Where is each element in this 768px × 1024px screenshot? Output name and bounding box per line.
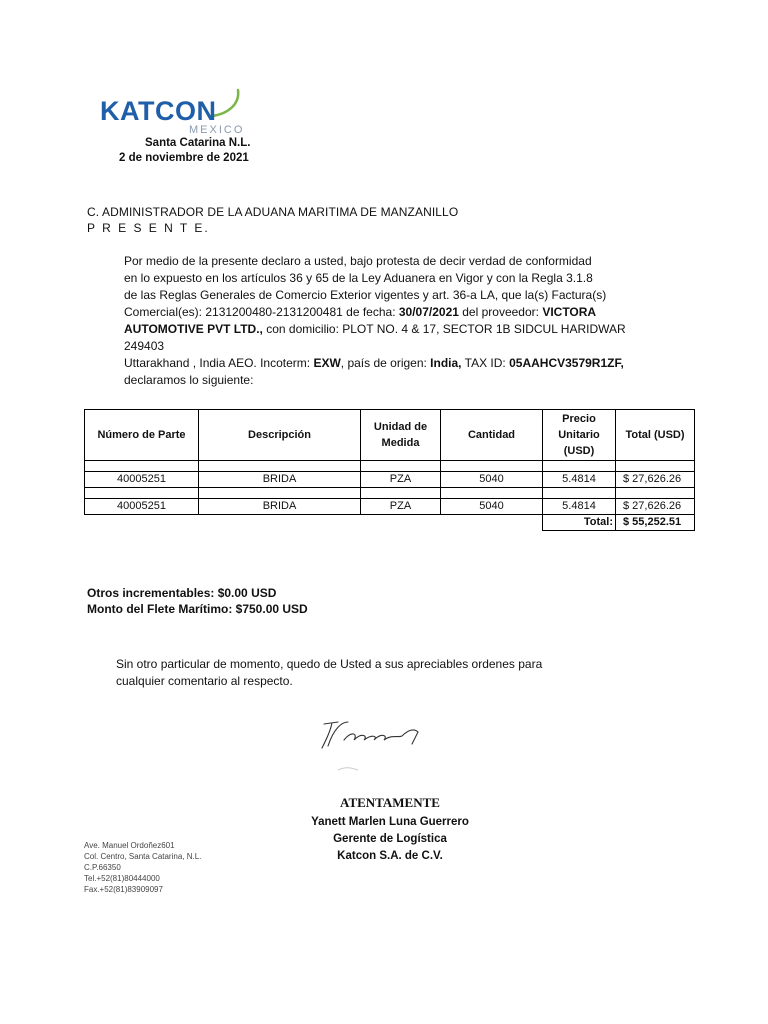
footer-line: Ave. Manuel Ordoñez601	[84, 841, 175, 850]
table-spacer	[85, 461, 695, 472]
total-value: $ 55,252.51	[616, 515, 695, 531]
otros-incrementables: Otros incrementables: $0.00 USD	[87, 586, 277, 600]
body-line: Por medio de la presente declaro a usted, bajo protesta de decir verdad de conformidad	[124, 254, 592, 268]
cell-total: $ 27,626.26	[616, 472, 695, 488]
body-line: Uttarakhand , India AEO. Incoterm: EXW, país de origen: India, TAX ID: 05AAHCV3579R1ZF,	[124, 356, 624, 370]
header-qty: Cantidad	[441, 410, 543, 461]
parts-table	[84, 409, 695, 531]
addressee-presente: P R E S E N T E.	[87, 221, 210, 235]
header-unit: Unidad de Medida	[361, 410, 441, 461]
cell-qty: 5040	[441, 499, 543, 515]
body-line: en lo expuesto en los artículos 36 y 65 de la Ley Aduanera en Vigor y con la Regla 3.1.8	[124, 271, 593, 285]
cell-unit: PZA	[361, 472, 441, 488]
cell-qty: 5040	[441, 472, 543, 488]
closing-line: Sin otro particular de momento, quedo de Usted a sus apreciables ordenes para	[116, 657, 543, 671]
footer-address	[84, 840, 201, 895]
header-desc: Descripción	[199, 410, 361, 461]
place: Santa Catarina N.L.	[145, 137, 251, 149]
header-price: Precio Unitario (USD)	[543, 410, 616, 461]
cell-desc: BRIDA	[199, 499, 361, 515]
header-total: Total (USD)	[616, 410, 695, 461]
footer-line: Col. Centro, Santa Catarina, N.L.	[84, 852, 202, 861]
table-header-row	[85, 410, 695, 461]
total-label: Total:	[543, 515, 616, 531]
body-line: AUTOMOTIVE PVT LTD., con domicilio: PLOT NO. 4 & 17, SECTOR 1B SIDCUL HARIDWAR 249403	[124, 322, 626, 353]
signer-name: Yanett Marlen Luna Guerrero	[311, 816, 469, 828]
signer-company: Katcon S.A. de C.V.	[337, 850, 443, 862]
closing-line: cualquier comentario al respecto.	[116, 674, 293, 688]
tax-id: 05AAHCV3579R1ZF,	[509, 356, 624, 370]
incoterm: EXW	[313, 356, 341, 370]
signature-block	[300, 795, 480, 865]
body-paragraph	[124, 253, 664, 389]
table-row	[85, 499, 695, 515]
cell-desc: BRIDA	[199, 472, 361, 488]
katcon-logo	[98, 86, 248, 142]
table-spacer	[85, 488, 695, 499]
atentamente: ATENTAMENTE	[340, 795, 440, 810]
cell-part: 40005251	[85, 499, 199, 515]
letter-date: 2 de noviembre de 2021	[119, 152, 249, 164]
table-row	[85, 472, 695, 488]
table-total-row	[85, 515, 695, 531]
cell-part: 40005251	[85, 472, 199, 488]
header-part: Número de Parte	[85, 410, 199, 461]
closing-paragraph	[116, 656, 576, 690]
addressee	[87, 204, 458, 236]
addressee-title: C. ADMINISTRADOR DE LA ADUANA MARITIMA DE MANZANILLO	[87, 205, 459, 219]
body-line: declaramos lo siguiente:	[124, 373, 254, 387]
origin-country: India,	[430, 356, 462, 370]
body-line: de las Reglas Generales de Comercio Exterior vigentes y art. 36-a LA, que la(s) Factura(s)	[124, 288, 607, 302]
monto-flete: Monto del Flete Marítimo: $750.00 USD	[87, 602, 308, 616]
invoice-date: 30/07/2021	[398, 305, 459, 319]
body-line: Comercial(es): 2131200480-2131200481 de fecha: 30/07/2021 del proveedor: VICTORA	[124, 305, 597, 319]
footer-line: Fax.+52(81)83909097	[84, 885, 163, 894]
cell-total: $ 27,626.26	[616, 499, 695, 515]
cell-price: 5.4814	[543, 472, 616, 488]
logo-wordmark: KATCON	[100, 96, 217, 126]
cell-unit: PZA	[361, 499, 441, 515]
footer-line: Tel.+52(81)80444000	[84, 874, 160, 883]
cell-price: 5.4814	[543, 499, 616, 515]
supplier-name: VICTORA	[542, 305, 597, 319]
handwritten-signature	[318, 716, 428, 776]
logo-subtitle: MEXICO	[189, 124, 245, 136]
supplier-name-cont: AUTOMOTIVE PVT LTD.,	[124, 322, 263, 336]
signer-title: Gerente de Logística	[333, 833, 447, 845]
footer-line: C.P.66350	[84, 863, 121, 872]
